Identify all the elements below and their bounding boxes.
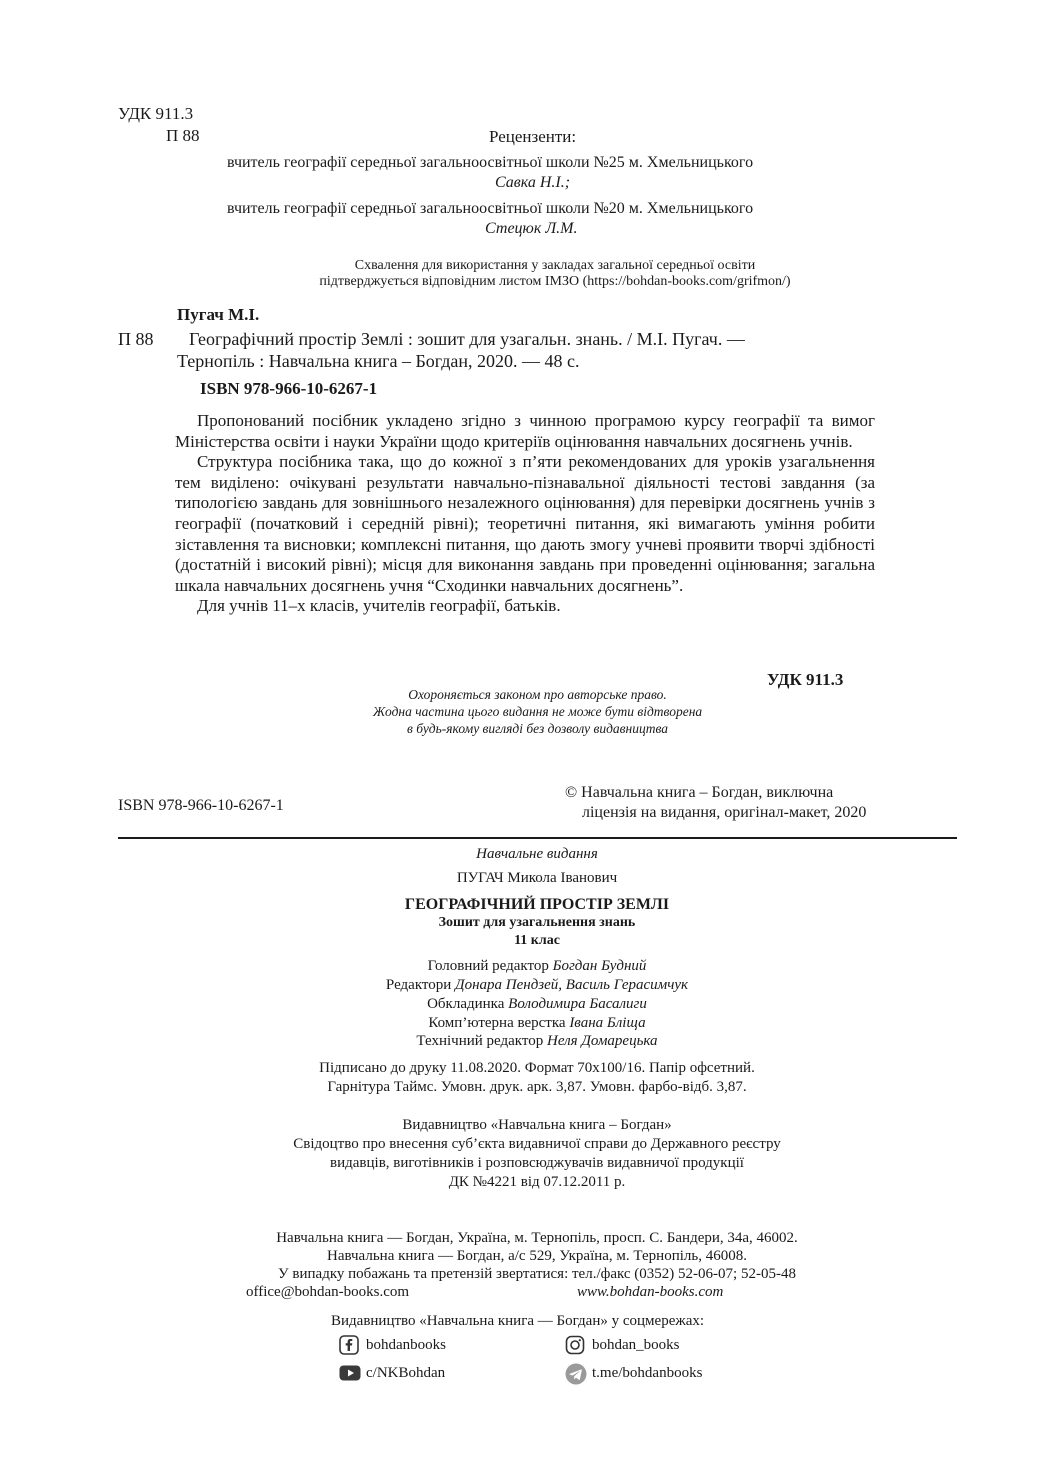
book-title: ГЕОГРАФІЧНИЙ ПРОСТІР ЗЕМЛІ bbox=[404, 896, 670, 913]
telegram-icon bbox=[565, 1363, 585, 1383]
reviewer-2-name: Стецюк Л.М. bbox=[485, 220, 578, 237]
approval-line-2: підтверджується відповідним листом ІМЗО (https://bohdan-books.com/grifmon/) bbox=[319, 274, 791, 289]
youtube-icon bbox=[339, 1363, 359, 1383]
instagram-link[interactable] bbox=[565, 1335, 680, 1355]
annotation-paragraph-2: Структура посібника така, що до кожної з п’яти рекомендованих для уроків узагальнення тем виділено: очікувані результати навчально-пізнавальної діяльності тестові завдання (за типологією завдань для зовнішнього незалежного оцінювання) для перевірки досягнень учнів з географії (початковий і середній рівні); теоретичні питання, які вимагають уміння робити зіставлення та висновки; комплексні питання, що дають змогу учневі проявити творчі здібності (достатній і високий рівні); місця для виконання завдань при проведенні оцінювання; загальна шкала навчальних досягнень учня “Сходинки навчальних досягнень”. bbox=[175, 452, 875, 595]
biblio-line-2: Тернопіль : Навчальна книга – Богдан, 2020. — 48 с. bbox=[177, 351, 580, 371]
annotation-paragraph-1: Пропонований посібник укладено згідно з чинною програмою курсу географії та вимог Міністерства освіти і науки України щодо критеріїв оцінювання навчальних досягнень учнів. bbox=[175, 411, 875, 451]
print-details-line-1: Підписано до друку 11.08.2020. Формат 70х100/16. Папір офсетний. bbox=[319, 1060, 755, 1076]
youtube-link[interactable] bbox=[339, 1363, 445, 1383]
reviewer-1-name: Савка Н.І.; bbox=[495, 174, 571, 191]
copyright-line-1: © Навчальна книга – Богдан, виключна bbox=[565, 784, 834, 801]
reviewer-1-position: вчитель географії середньої загальноосвітньої школи №25 м. Хмельницького bbox=[227, 154, 754, 171]
publisher-line-3: видавців, виготівників і розповсюджувачів видавничої продукції bbox=[330, 1155, 744, 1171]
facebook-icon bbox=[339, 1335, 359, 1355]
social-heading: Видавництво «Навчальна книга — Богдан» у соцмережах: bbox=[331, 1313, 705, 1329]
copyright-notice-line-1: Охороняється законом про авторське право. bbox=[408, 687, 667, 702]
credit-line: Головний редактор Богдан Будний bbox=[427, 958, 647, 974]
print-details-line-2: Гарнітура Таймс. Умовн. друк. арк. 3,87. Умовн. фарбо-відб. 3,87. bbox=[327, 1079, 747, 1095]
publisher-line-2: Свідоцтво про внесення суб’єкта видавничої справи до Державного реєстру bbox=[293, 1136, 781, 1152]
biblio-isbn: ISBN 978-966-10-6267-1 bbox=[200, 379, 378, 398]
facebook-link[interactable] bbox=[339, 1335, 446, 1355]
author-full-name: ПУГАЧ Микола Іванович bbox=[456, 870, 618, 886]
author-short: Пугач М.І. bbox=[177, 305, 260, 324]
address-line-1: Навчальна книга — Богдан, Україна, м. Тернопіль, просп. С. Бандери, 34а, 46002. bbox=[276, 1230, 798, 1246]
website-link[interactable]: www.bohdan-books.com bbox=[577, 1284, 724, 1300]
edition-type: Навчальне видання bbox=[476, 846, 598, 862]
youtube-handle: c/NKBohdan bbox=[366, 1364, 446, 1381]
telegram-handle: t.me/bohdanbooks bbox=[592, 1364, 703, 1381]
annotation bbox=[175, 411, 875, 617]
copyright-line-2: ліцензія на видання, оригінал-макет, 2020 bbox=[582, 804, 867, 821]
udk-bottom: УДК 911.3 bbox=[767, 670, 844, 689]
publisher-line-4: ДК №4221 від 07.12.2011 р. bbox=[448, 1174, 626, 1190]
biblio-line-1: Географічний простір Землі : зошит для узагальн. знань. / М.І. Пугач. — bbox=[189, 329, 745, 349]
credit-line: Технічний редактор Неля Домарецька bbox=[416, 1033, 658, 1049]
facebook-handle: bohdanbooks bbox=[366, 1336, 446, 1353]
instagram-icon bbox=[565, 1335, 585, 1355]
credit-line: Редактори Донара Пендзей, Василь Герасимчук bbox=[385, 977, 689, 993]
reviewer-2-position: вчитель географії середньої загальноосвітньої школи №20 м. Хмельницького bbox=[227, 200, 754, 217]
annotation-paragraph-3: Для учнів 11–х класів, учителів географії, батьків. bbox=[197, 596, 561, 616]
isbn-bottom: ISBN 978-966-10-6267-1 bbox=[118, 797, 284, 814]
credit-line: Комп’ютерна верстка Івана Бліща bbox=[428, 1015, 646, 1031]
approval-line-1: Схвалення для використання у закладах загальної середньої освіти bbox=[354, 258, 756, 273]
biblio-index: П 88 bbox=[118, 329, 154, 349]
book-grade: 11 клас bbox=[514, 933, 560, 948]
credit-line: Обкладинка Володимира Басалиги bbox=[427, 996, 647, 1012]
publisher-line-1: Видавництво «Навчальна книга – Богдан» bbox=[402, 1117, 672, 1133]
copyright-notice-line-2: Жодна частина цього видання не може бути відтворена bbox=[372, 704, 703, 719]
email-link[interactable]: office@bohdan-books.com bbox=[246, 1284, 410, 1300]
reviewers-heading: Рецензенти: bbox=[489, 127, 577, 146]
divider-rule bbox=[118, 837, 957, 839]
copyright-notice-line-3: в будь-якому вигляді без дозволу видавництва bbox=[407, 721, 668, 736]
bbk-code: П 88 bbox=[166, 126, 200, 145]
udk-code: УДК 911.3 bbox=[118, 104, 194, 123]
telegram-link[interactable] bbox=[565, 1363, 702, 1383]
instagram-handle: bohdan_books bbox=[592, 1336, 680, 1353]
book-subtitle: Зошит для узагальнення знань bbox=[438, 915, 636, 930]
address-line-3: У випадку побажань та претензій звертатися: тел./факс (0352) 52-06-07; 52-05-48 bbox=[278, 1266, 796, 1282]
address-line-2: Навчальна книга — Богдан, а/с 529, Україна, м. Тернопіль, 46008. bbox=[327, 1248, 747, 1264]
